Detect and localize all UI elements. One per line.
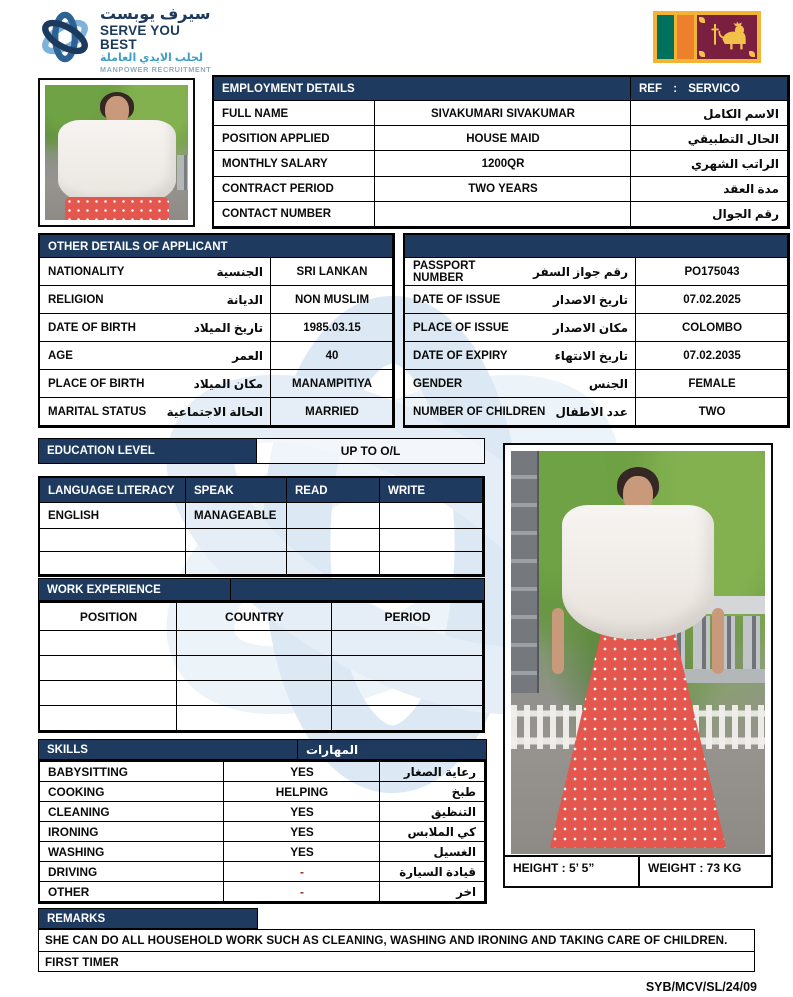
- skill-value: YES: [224, 762, 380, 782]
- flag-green-stripe: [657, 15, 674, 59]
- language-cell: [380, 503, 483, 529]
- flag-maroon-panel: [697, 15, 757, 59]
- field-value: TWO YEARS: [375, 177, 631, 202]
- experience-cell: [332, 656, 483, 681]
- field-label: POSITION APPLIED: [214, 126, 375, 151]
- field-label-arabic: رقم جواز السفر: [533, 265, 628, 279]
- col-header: COUNTRY: [177, 603, 332, 631]
- agency-logo-icon: [36, 8, 94, 66]
- field-label-arabic: تاريخ الميلاد: [193, 321, 263, 335]
- field-label: [405, 314, 636, 342]
- field-label: [40, 258, 271, 286]
- field-label-arabic: الجنسية: [216, 265, 263, 279]
- language-cell: [186, 552, 287, 575]
- field-label-en: GENDER: [413, 378, 463, 390]
- skill-value: YES: [224, 842, 380, 862]
- col-header: SPEAK: [186, 478, 287, 503]
- photo-shawl: [58, 120, 176, 206]
- full-body-photo-scene: [511, 451, 765, 854]
- applicant-full-body-photo: [503, 443, 773, 888]
- remarks-line: SHE CAN DO ALL HOUSEHOLD WORK SUCH AS CLEANING, WASHING AND IRONING AND TAKING CARE OF CHILDREN.: [45, 934, 728, 947]
- field-label: FULL NAME: [214, 101, 375, 126]
- field-label: [40, 314, 271, 342]
- photo-shawl: [562, 505, 714, 639]
- experience-cell: [40, 656, 177, 681]
- skills-header: [38, 739, 487, 760]
- remarks-header: [38, 908, 258, 929]
- field-label-arabic: الحالة الاجتماعية: [166, 405, 263, 419]
- brand-name-arabic: سيرف يوبست: [100, 6, 211, 23]
- skill-value: YES: [224, 802, 380, 822]
- field-label-arabic: تاريخ الانتهاء: [554, 349, 628, 363]
- field-label: [40, 370, 271, 398]
- skill-value: -: [224, 862, 380, 882]
- photo-stone-pillar: [511, 451, 539, 693]
- col-header: READ: [287, 478, 380, 503]
- field-label-en: PASSPORT NUMBER: [413, 260, 476, 284]
- field-value: COLOMBO: [636, 314, 788, 342]
- work-experience-header: [38, 578, 485, 601]
- language-literacy-table: [38, 476, 485, 577]
- photo-arm: [712, 608, 724, 674]
- language-cell: [186, 529, 287, 552]
- language-cell: [380, 529, 483, 552]
- field-value: SIVAKUMARI SIVAKUMAR: [375, 101, 631, 126]
- field-value: PO175043: [636, 258, 788, 286]
- field-label: [40, 286, 271, 314]
- field-value: HOUSE MAID: [375, 126, 631, 151]
- field-value: FEMALE: [636, 370, 788, 398]
- remarks-line: FIRST TIMER: [39, 951, 754, 972]
- field-label-en: DATE OF ISSUE: [413, 294, 501, 306]
- field-label: [405, 258, 636, 286]
- weight-value: WEIGHT : 73 KG: [648, 861, 742, 875]
- field-label-arabic: مكان الميلاد: [193, 377, 263, 391]
- skill-label-arabic: التنظيق: [380, 802, 485, 822]
- applicant-photo: [38, 78, 195, 227]
- field-label-arabic: الديانة: [226, 293, 263, 307]
- field-label-arabic: العمر: [232, 349, 263, 363]
- field-value: MANAMPITIYA: [271, 370, 393, 398]
- flag-lion-icon: [705, 20, 757, 54]
- language-cell: [40, 529, 186, 552]
- remarks-title: REMARKS: [47, 912, 106, 925]
- brand-tagline-arabic: لجلب الايدي العاملة: [100, 52, 204, 65]
- field-label-en: MARITAL STATUS: [48, 406, 147, 418]
- language-cell: [287, 529, 380, 552]
- field-label-arabic: الحال التطبيقي: [631, 126, 788, 151]
- brand-name: SERVE YOU BEST: [100, 22, 181, 52]
- skill-label-arabic: الغسيل: [380, 842, 485, 862]
- field-label-en: RELIGION: [48, 294, 104, 306]
- photo-arm: [552, 608, 564, 674]
- field-value: MARRIED: [271, 398, 393, 426]
- field-label-arabic: الجنس: [588, 377, 628, 391]
- experience-cell: [332, 631, 483, 656]
- skill-label: OTHER: [40, 882, 224, 902]
- language-cell: [380, 552, 483, 575]
- field-value: TWO: [636, 398, 788, 426]
- employment-details-table: [212, 75, 790, 229]
- field-label: [405, 370, 636, 398]
- field-label-en: DATE OF BIRTH: [48, 322, 136, 334]
- col-header: WRITE: [380, 478, 483, 503]
- employment-details-title: EMPLOYMENT DETAILS: [214, 77, 631, 101]
- language-cell: ENGLISH: [40, 503, 186, 529]
- field-value: NON MUSLIM: [271, 286, 393, 314]
- language-cell: MANAGEABLE: [186, 503, 287, 529]
- brand-tagline: MANPOWER RECRUITMENT: [100, 64, 212, 74]
- field-label: CONTACT NUMBER: [214, 202, 375, 227]
- measurements-row: [505, 855, 771, 886]
- skill-value: HELPING: [224, 782, 380, 802]
- skill-label: DRIVING: [40, 862, 224, 882]
- col-header: PERIOD: [332, 603, 483, 631]
- field-label-en: NATIONALITY: [48, 266, 125, 278]
- brand-text-block: [100, 7, 220, 73]
- field-label: [40, 342, 271, 370]
- skill-value: YES: [224, 822, 380, 842]
- education-level-label: EDUCATION LEVEL: [39, 439, 257, 463]
- other-details-title: OTHER DETAILS OF APPLICANT: [40, 235, 393, 258]
- skill-label: CLEANING: [40, 802, 224, 822]
- skill-label: BABYSITTING: [40, 762, 224, 782]
- experience-cell: [177, 656, 332, 681]
- experience-cell: [177, 681, 332, 706]
- field-value: 1985.03.15: [271, 314, 393, 342]
- ref-label: REF : SERVICO: [631, 77, 788, 101]
- field-label-arabic: الاسم الكامل: [631, 101, 788, 126]
- field-label-arabic: مكان الاصدار: [552, 321, 628, 335]
- other-details-left-table: [38, 233, 395, 428]
- language-cell: [287, 552, 380, 575]
- skill-label-arabic: اخر: [380, 882, 485, 902]
- field-label: [405, 398, 636, 426]
- experience-cell: [177, 706, 332, 731]
- skill-value: -: [224, 882, 380, 902]
- skills-table: [38, 760, 487, 904]
- document-reference-code: SYB/MCV/SL/24/09: [645, 980, 757, 994]
- skill-label-arabic: رعاية الصغار: [380, 762, 485, 782]
- photo-skirt: [65, 197, 169, 220]
- field-label-arabic: الراتب الشهري: [631, 151, 788, 176]
- experience-cell: [177, 631, 332, 656]
- field-label: MONTHLY SALARY: [214, 151, 375, 176]
- skill-label: IRONING: [40, 822, 224, 842]
- col-header: POSITION: [40, 603, 177, 631]
- field-label-en: DATE OF EXPIRY: [413, 350, 508, 362]
- skill-label-arabic: كي الملابس: [380, 822, 485, 842]
- field-label-arabic: مدة العقد: [631, 177, 788, 202]
- language-cell: [287, 503, 380, 529]
- applicant-photo-scene: [45, 85, 188, 220]
- experience-cell: [332, 706, 483, 731]
- field-label: [405, 286, 636, 314]
- skill-label-arabic: قيادة السيارة: [380, 862, 485, 882]
- field-value: 1200QR: [375, 151, 631, 176]
- field-label: [40, 398, 271, 426]
- work-experience-header-spacer: [231, 579, 247, 600]
- height-value: HEIGHT : 5’ 5”: [505, 857, 640, 886]
- other-details-right-header: [405, 235, 788, 258]
- field-value: SRI LANKAN: [271, 258, 393, 286]
- work-experience-title: WORK EXPERIENCE: [39, 579, 231, 600]
- education-level-value: UP TO O/L: [257, 439, 484, 463]
- field-label-en: NUMBER OF CHILDREN: [413, 406, 546, 418]
- education-level-row: [38, 438, 485, 464]
- language-cell: [40, 552, 186, 575]
- sri-lanka-flag-icon: [653, 11, 761, 63]
- field-label: CONTRACT PERIOD: [214, 177, 375, 202]
- field-label-en: PLACE OF BIRTH: [48, 378, 145, 390]
- experience-cell: [40, 631, 177, 656]
- skill-label-arabic: طبخ: [380, 782, 485, 802]
- remarks-box: [38, 929, 755, 972]
- skills-title: SKILLS: [39, 740, 298, 759]
- field-label-arabic: رقم الجوال: [631, 202, 788, 227]
- field-label-en: AGE: [48, 350, 73, 362]
- field-value: 07.02.2035: [636, 342, 788, 370]
- skills-title-arabic: المهارات: [306, 742, 359, 757]
- experience-cell: [332, 681, 483, 706]
- field-label-arabic: عدد الاطفال: [555, 405, 628, 419]
- field-label-arabic: تاريخ الاصدار: [552, 293, 628, 307]
- work-experience-table: [38, 601, 485, 733]
- experience-cell: [40, 681, 177, 706]
- field-value: 07.02.2025: [636, 286, 788, 314]
- field-label-en: PLACE OF ISSUE: [413, 322, 509, 334]
- field-label: [405, 342, 636, 370]
- field-value: 40: [271, 342, 393, 370]
- flag-orange-stripe: [677, 15, 694, 59]
- other-details-right-table: [403, 233, 790, 428]
- skill-label: COOKING: [40, 782, 224, 802]
- skill-label: WASHING: [40, 842, 224, 862]
- col-header: LANGUAGE LITERACY: [40, 478, 186, 503]
- experience-cell: [40, 706, 177, 731]
- field-value: [375, 202, 631, 227]
